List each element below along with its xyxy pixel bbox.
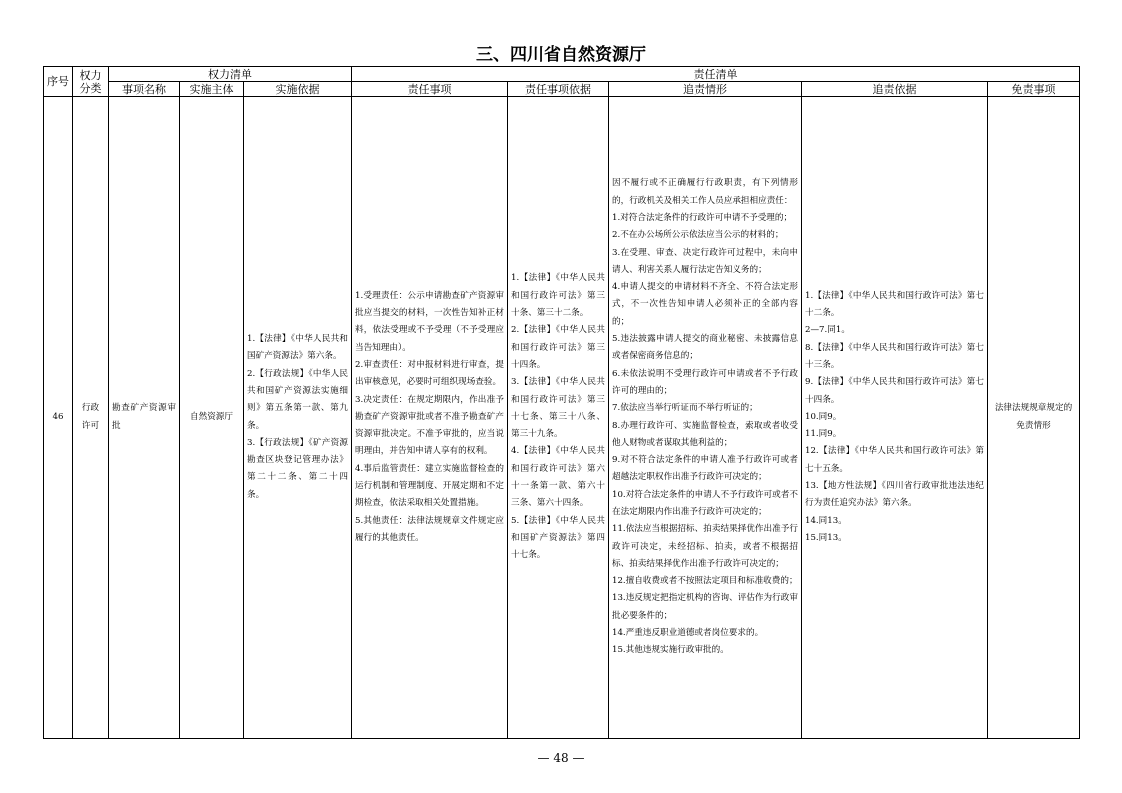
responsibility-basis-item: 5.【法律】《中华人民共和国矿产资源法》第四十七条。 <box>511 515 605 561</box>
accountability-item: 6.未依法说明不受理行政许可申请或者不予行政许可的理由的； <box>612 368 798 396</box>
responsibility-basis-item: 2.【法律】《中华人民共和国行政许可法》第三十四条。 <box>511 325 605 370</box>
accountability-basis-item: 13.【地方性法规】《四川省行政审批违法违纪行为责任追究办法》第六条。 <box>805 481 984 509</box>
header-responsibility-basis: 责任事项依据 <box>508 82 609 97</box>
responsibility-item: 4.事后监管责任：建立实施监督检查的运行机制和管理制度、开展定期和不定期检查，依法采取相关处置措施。 <box>355 463 504 509</box>
row-accountability <box>609 97 802 739</box>
responsibility-basis-item: 4.【法律】《中华人民共和国行政许可法》第六十一条第一款、第六十三条、第六十四条。 <box>511 446 605 509</box>
accountability-item: 11.依法应当根据招标、拍卖结果择优作出准予行政许可决定，未经招标、拍卖，或者不根据招标、拍卖结果择优作出准予行政许可决定的； <box>612 524 798 569</box>
page-number: — 48 — <box>537 751 585 765</box>
accountability-basis-item: 10.同9。 <box>805 411 842 422</box>
row-responsibility-basis <box>508 97 609 739</box>
accountability-item: 14.严重违反职业道德或者岗位要求的。 <box>612 628 764 639</box>
page-title: 三、四川省自然资源厅 <box>476 45 646 65</box>
basis-item: 3.【行政法规】《矿产资源勘查区块登记管理办法》第二十二条、第二十四条。 <box>247 437 348 500</box>
row-basis <box>244 97 352 739</box>
accountability-item: 1.对符合法定条件的行政许可申请不予受理的； <box>612 212 793 223</box>
header-exemption: 免责事项 <box>988 82 1080 97</box>
accountability-item: 15.其他违规实施行政审批的。 <box>612 645 729 656</box>
responsibility-item: 2.审查责任：对申报材料进行审查，提出审核意见，必要时可组织现场查验。 <box>355 359 504 388</box>
accountability-intro: 因不履行或不正确履行行政职责，有下列情形的，行政机关及相关工作人员应承担相应责任： <box>612 178 798 206</box>
basis-item: 2.【行政法规】《中华人民共和国矿产资源法实施细则》第五条第一款、第九条。 <box>247 368 348 431</box>
accountability-item: 9.对不符合法定条件的申请人准予行政许可或者超越法定职权作出准予行政许可决定的； <box>612 455 798 483</box>
power-responsibility-table <box>43 66 1080 739</box>
table-row <box>44 97 1080 739</box>
accountability-item: 3.在受理、审查、决定行政许可过程中，未向申请人、利害关系人履行法定告知义务的； <box>612 247 798 275</box>
basis-item: 1.【法律】《中华人民共和国矿产资源法》第六条。 <box>247 334 348 362</box>
accountability-item: 8.办理行政许可、实施监督检查，索取或者收受他人财物或者谋取其他利益的； <box>612 420 798 448</box>
header-subject: 实施主体 <box>180 82 244 97</box>
header-basis: 实施依据 <box>244 82 352 97</box>
accountability-basis-item: 1.【法律】《中华人民共和国行政许可法》第七十二条。 <box>805 290 984 319</box>
responsibility-basis-item: 3.【法律】《中华人民共和国行政许可法》第三十七条、第三十八条、第三十九条。 <box>511 377 605 440</box>
header-accountability-basis: 追责依据 <box>802 82 988 97</box>
responsibility-basis-item: 1.【法律】《中华人民共和国行政许可法》第三十条、第三十二条。 <box>511 273 605 319</box>
accountability-item: 4.申请人提交的申请材料不齐全、不符合法定形式，不一次性告知申请人必须补正的全部内容的； <box>612 282 798 327</box>
accountability-item: 12.擅自收费或者不按照法定项目和标准收费的； <box>612 576 798 587</box>
responsibility-item: 1.受理责任：公示申请勘查矿产资源审批应当提交的材料，一次性告知补正材料，依法受理或不予受理（不予受理应当告知理由）。 <box>355 290 504 353</box>
header-responsibility-list: 责任清单 <box>352 67 1080 82</box>
row-seq: 46 <box>44 97 73 739</box>
header-category-line2: 分类 <box>79 81 102 95</box>
accountability-item: 2.不在办公场所公示依法应当公示的材料的； <box>612 230 784 241</box>
header-category-line1: 权力 <box>79 68 102 82</box>
responsibility-item: 3.决定责任：在规定期限内，作出准予勘查矿产资源审批或者不准予勘查矿产资源审批决定。不准予审批的，应当说明理由，并告知申请人享有的权利。 <box>355 394 504 457</box>
row-accountability-basis <box>802 97 988 739</box>
accountability-basis-item: 11.同9。 <box>805 429 842 440</box>
accountability-item: 5.违法披露申请人提交的商业秘密、未披露信息或者保密商务信息的； <box>612 334 798 362</box>
row-subject: 自然资源厅 <box>180 97 244 739</box>
header-category <box>73 67 109 97</box>
accountability-item: 7.依法应当举行听证而不举行听证的； <box>612 403 758 414</box>
accountability-basis-item: 9.【法律】《中华人民共和国行政许可法》第七十四条。 <box>805 377 984 405</box>
header-seq: 序号 <box>44 67 73 97</box>
row-responsibility <box>352 97 508 739</box>
header-responsibility: 责任事项 <box>352 82 508 97</box>
header-accountability: 追责情形 <box>609 82 802 97</box>
accountability-basis-item: 12.【法律】《中华人民共和国行政许可法》第七十五条。 <box>805 446 984 474</box>
accountability-item: 10.对符合法定条件的申请人不予行政许可或者不在法定期限内作出准予行政许可决定的； <box>612 489 798 517</box>
responsibility-item: 5.其他责任：法律法规规章文件规定应履行的其他责任。 <box>355 515 504 543</box>
header-power-list: 权力清单 <box>109 67 352 82</box>
row-item-name: 勘查矿产资源审批 <box>109 97 180 739</box>
accountability-item: 13.违反规定把指定机构的咨询、评估作为行政审批必要条件的； <box>612 593 798 621</box>
row-category: 行政许可 <box>73 97 109 739</box>
accountability-basis-item: 2—7.同1。 <box>805 325 850 336</box>
accountability-basis-item: 14.同13。 <box>805 515 847 526</box>
accountability-basis-item: 15.同13。 <box>805 532 847 543</box>
row-exemption: 法律法规规章规定的免责情形 <box>988 97 1080 739</box>
accountability-basis-item: 8.【法律】《中华人民共和国行政许可法》第七十三条。 <box>805 342 984 370</box>
header-item-name: 事项名称 <box>109 82 180 97</box>
